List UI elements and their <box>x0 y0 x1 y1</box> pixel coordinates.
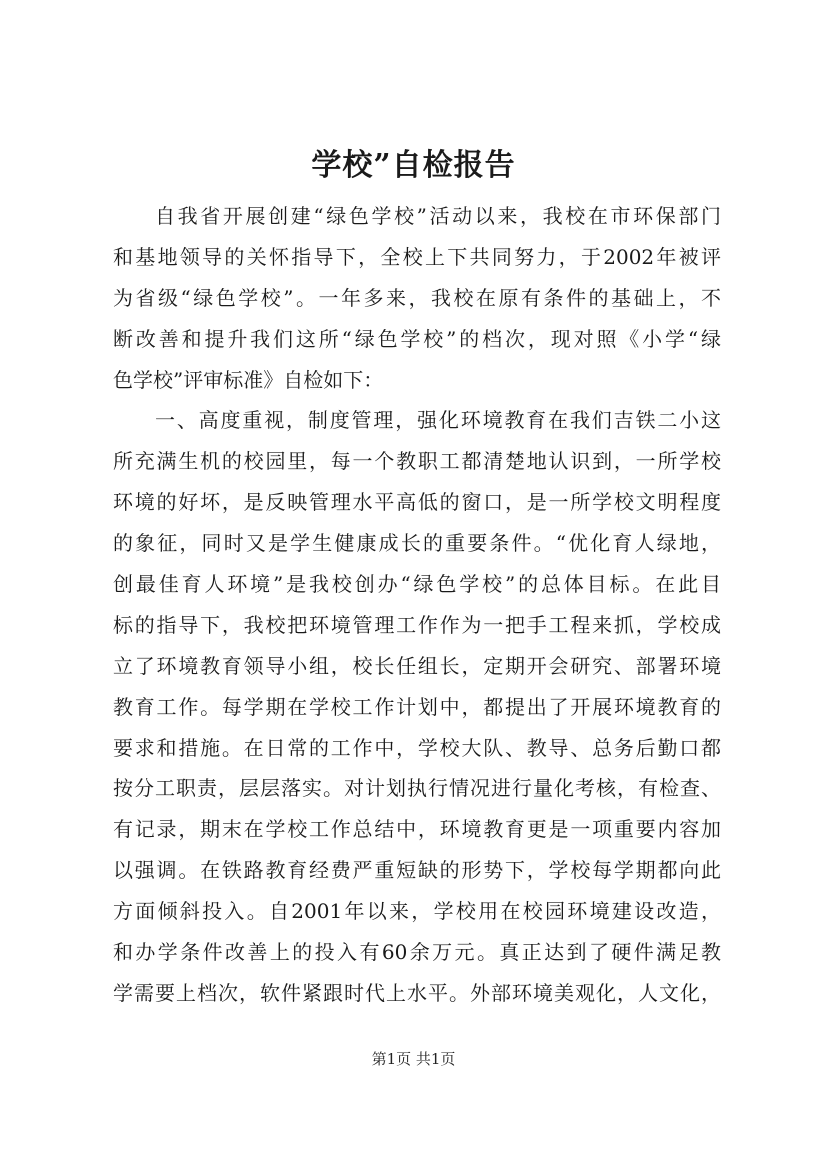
paragraph-line: 标的指导下，我校把环境管理工作作为一把手工程来抓，学校成 <box>113 612 721 637</box>
paragraph-line: 断改善和提升我们这所“绿色学校”的档次，现对照《小学“绿 <box>113 326 721 351</box>
paragraph-line: 教育工作。每学期在学校工作计划中，都提出了开展环境教育的 <box>113 694 721 719</box>
paragraph-line: 的象征，同时又是学生健康成长的重要条件。“优化育人绿地， <box>113 531 721 556</box>
paragraph-line: 立了环境教育领导小组，校长任组长，定期开会研究、部署环境 <box>113 653 721 678</box>
document-body <box>113 196 721 1014</box>
paragraph-line: 有记录，期末在学校工作总结中，环境教育更是一项重要内容加 <box>113 817 721 842</box>
paragraph-line: 和基地领导的关怀指导下，全校上下共同努力，于2002年被评 <box>113 244 721 269</box>
paragraph-line: 按分工职责，层层落实。对计划执行情况进行量化考核，有检查、 <box>113 776 721 801</box>
paragraph-line: 创最佳育人环境”是我校创办“绿色学校”的总体目标。在此目 <box>113 572 721 597</box>
paragraph-line: 环境的好坏，是反映管理水平高低的窗口，是一所学校文明程度 <box>113 490 721 515</box>
paragraph-line: 要求和措施。在日常的工作中，学校大队、教导、总务后勤口都 <box>113 735 721 760</box>
paragraph-line: 和办学条件改善上的投入有60余万元。真正达到了硬件满足教 <box>113 940 721 965</box>
paragraph-line: 所充满生机的校园里，每一个教职工都清楚地认识到，一所学校 <box>113 449 721 474</box>
page-footer: 第1页 共1页 <box>371 1050 456 1068</box>
paragraph-line: 色学校”评审标准》自检如下： <box>113 367 384 392</box>
paragraph-line: 学需要上档次，软件紧跟时代上水平。外部环境美观化，人文化， <box>113 980 721 1005</box>
paragraph-line: 一、高度重视，制度管理，强化环境教育在我们吉铁二小这 <box>155 408 721 433</box>
paragraph-line: 以强调。在铁路教育经费严重短缺的形势下，学校每学期都向此 <box>113 858 721 883</box>
paragraph-line: 方面倾斜投入。自2001年以来，学校用在校园环境建设改造， <box>113 899 721 924</box>
paragraph-line: 自我省开展创建“绿色学校”活动以来，我校在市环保部门 <box>155 204 721 228</box>
paragraph-line: 为省级“绿色学校”。一年多来，我校在原有条件的基础上，不 <box>113 285 721 310</box>
document-title: 学校”自检报告 <box>311 148 516 183</box>
